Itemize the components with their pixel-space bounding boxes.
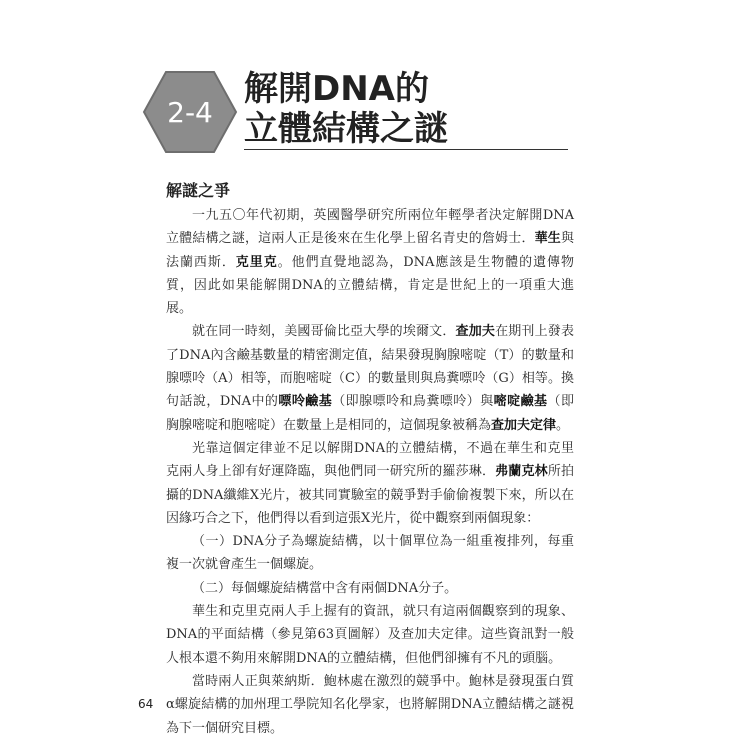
name-franklin: 弗蘭克林 bbox=[495, 464, 548, 480]
observation-2: （二）每個螺旋結構當中含有兩個DNA分子。 bbox=[192, 580, 458, 596]
section-heading: 解謎之爭 bbox=[166, 181, 231, 200]
name-crick: 克里克 bbox=[235, 254, 278, 270]
chapter-title-line-1: 解開DNA的 bbox=[244, 69, 429, 109]
paragraph-2: 就在同一時刻，美國哥倫比亞大學的埃爾文．查加夫在期刊上發表了DNA內含鹼基數量的精密測定值，結果發現胸腺嘧啶（T）的數量和腺嘌呤（A）相等，而胞嘧啶（C）的數量則與鳥糞嘌呤（G）相等。換句話說，DNA中的嘌呤鹼基（即腺嘌呤和鳥糞嘌呤）與嘧啶鹼基（即胸腺嘧啶和胞嘧啶）在數量上是相同的，這個現象被稱為查加夫定律。 bbox=[166, 324, 574, 433]
term-chargaff-rule: 查加夫定律 bbox=[491, 417, 557, 433]
paragraph-5: 當時兩人正與萊納斯．鮑林處在激烈的競爭中。鮑林是發現蛋白質α螺旋結構的加州理工學院知名化學家，也將解開DNA立體結構之謎視為下一個研究目標。 bbox=[166, 673, 574, 736]
body-text bbox=[166, 204, 574, 740]
paragraph-4: 華生和克里克兩人手上握有的資訊，就只有這兩個觀察到的現象、DNA的平面結構（參見第63頁圖解）及查加夫定律。這些資訊對一般人根本還不夠用來解開DNA的立體結構，但他們卻擁有不凡的頭腦。 bbox=[166, 604, 574, 666]
title-underline bbox=[244, 149, 568, 150]
chapter-title-line-2: 立體結構之謎 bbox=[244, 109, 448, 149]
paragraph-3: 光靠這個定律並不足以解開DNA的立體結構，不過在華生和克里克兩人身上卻有好運降臨，與他們同一研究所的羅莎琳．弗蘭克林所拍攝的DNA纖維X光片，被其同實驗室的競爭對手偷偷複製下來，所以在因緣巧合之下，他們得以看到這張X光片，從中觀察到兩個現象： bbox=[166, 440, 574, 526]
chapter-number: 2-4 bbox=[167, 95, 213, 129]
observation-1: （一）DNA分子為螺旋結構，以十個單位為一組重複排列，每重複一次就會產生一個螺旋。 bbox=[166, 534, 574, 573]
name-chargaff: 查加夫 bbox=[455, 324, 496, 340]
paragraph-1: 一九五〇年代初期，英國醫學研究所兩位年輕學者決定解開DNA立體結構之謎，這兩人正是後來在生化學上留名青史的詹姆士．華生與法蘭西斯．克里克。他們直覺地認為，DNA應該是生物體的遺傳物質，因此如果能解開DNA的立體結構，肯定是世紀上的一項重大進展。 bbox=[166, 208, 574, 317]
chapter-badge bbox=[142, 70, 238, 154]
page-number: 64 bbox=[138, 697, 154, 711]
term-purine-bases: 嘌呤鹼基 bbox=[278, 394, 333, 410]
term-pyrimidine-bases: 嘧啶鹼基 bbox=[493, 394, 548, 410]
name-watson: 華生 bbox=[534, 231, 561, 247]
